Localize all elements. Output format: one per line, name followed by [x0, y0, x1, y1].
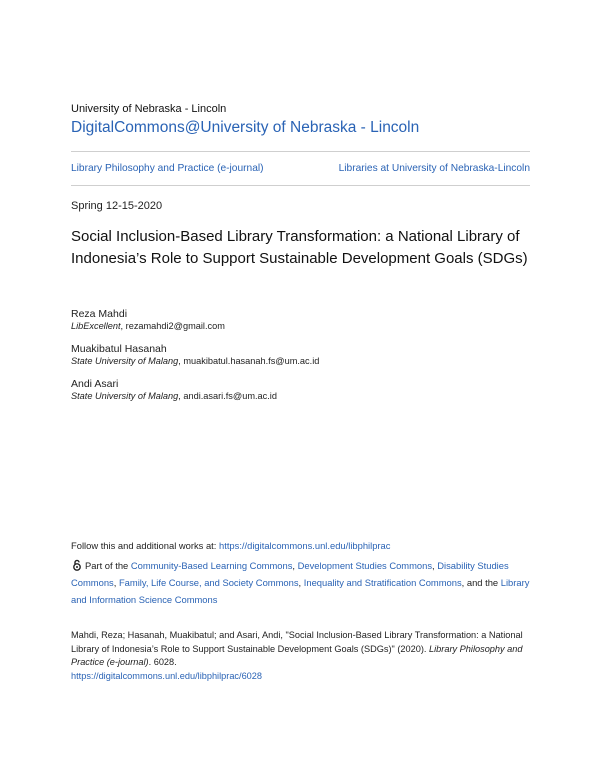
journal-link[interactable]: Library Philosophy and Practice (e-journal)	[71, 163, 264, 174]
author-name: Reza Mahdi	[71, 308, 128, 320]
author-affiliation: State University of Malang, andi.asari.fs@um.ac.id	[71, 391, 277, 401]
citation-journal: Library Philosophy and Practice (e-journal)	[71, 643, 523, 667]
part-of-commons	[71, 557, 541, 608]
separator: ,	[298, 577, 304, 588]
author-email[interactable]: rezamahdi2@gmail.com	[125, 321, 225, 331]
separator: , and the	[461, 577, 501, 588]
author-email[interactable]: muakibatul.hasanah.fs@um.ac.id	[183, 356, 320, 366]
recommended-citation	[71, 629, 541, 683]
citation-text: Mahdi, Reza; Hasanah, Muakibatul; and Asari, Andi, "Social Inclusion-Based Library Transformation: a National Library of Indonesia’s Role to Support Sustainable Development Goals (SDGs)" (2020).	[71, 630, 523, 654]
separator: ,	[432, 560, 438, 571]
commons-link[interactable]: Development Studies Commons	[297, 560, 433, 571]
article-title: Social Inclusion-Based Library Transformation: a National Library of Indonesia’s Role to Support Sustainable Development Goals (SDGs)	[71, 228, 528, 267]
author-affiliation: LibExcellent, rezamahdi2@gmail.com	[71, 321, 225, 331]
follow-text: Follow this and additional works at:	[71, 540, 219, 551]
author-org: LibExcellent	[71, 321, 121, 331]
citation-url[interactable]: https://digitalcommons.unl.edu/libphilprac/6028	[71, 670, 263, 681]
author-email[interactable]: andi.asari.fs@um.ac.id	[183, 391, 277, 401]
author-name: Muakibatul Hasanah	[71, 343, 167, 355]
separator: ,	[292, 560, 298, 571]
author-affiliation: State University of Malang, muakibatul.hasanah.fs@um.ac.id	[71, 356, 320, 366]
institution-name: University of Nebraska - Lincoln	[71, 103, 227, 115]
publication-date: Spring 12-15-2020	[71, 200, 163, 212]
author-name: Andi Asari	[71, 378, 119, 390]
commons-link[interactable]: Community-Based Learning Commons	[130, 560, 293, 571]
author-org: State University of Malang	[71, 356, 179, 366]
commons-link[interactable]: Inequality and Stratification Commons	[303, 577, 462, 588]
citation-number: . 6028.	[148, 657, 177, 667]
libraries-link[interactable]: Libraries at University of Nebraska-Lincoln	[338, 163, 530, 174]
commons-link[interactable]: Family, Life Course, and Society Commons	[118, 577, 299, 588]
repository-link[interactable]: DigitalCommons@University of Nebraska - Lincoln	[71, 119, 420, 136]
part-of-prefix: Part of the	[85, 560, 131, 571]
collection-url[interactable]: https://digitalcommons.unl.edu/libphilprac	[219, 540, 391, 551]
open-access-icon	[71, 559, 83, 571]
bottom-divider	[71, 185, 530, 186]
top-divider	[71, 151, 530, 152]
commons-link[interactable]: Library and Information Science Commons	[71, 577, 530, 605]
follow-line	[71, 540, 390, 551]
author-org: State University of Malang	[71, 391, 179, 401]
separator: ,	[113, 577, 119, 588]
commons-link[interactable]: Disability Studies Commons	[71, 560, 509, 588]
